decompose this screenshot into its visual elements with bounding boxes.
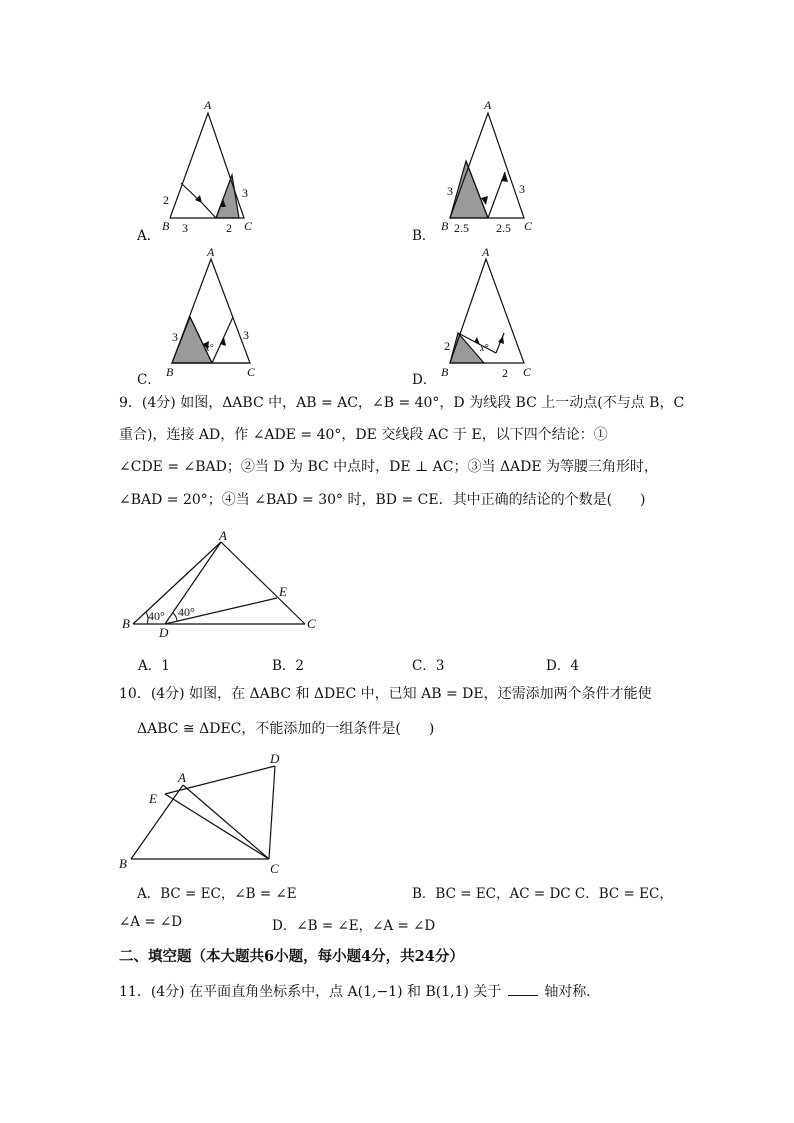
segment-ab	[131, 785, 183, 859]
segment-ab	[133, 542, 221, 624]
q9-text-line-2: 重合)，连接 AD，作 ∠ADE = 40°，DE 交线段 AC 于 E，以下四个结论：①	[119, 427, 608, 443]
segment-dc	[269, 766, 275, 859]
vertex-label-c: C	[247, 365, 256, 379]
q9-option-a[interactable]: A．1	[138, 658, 170, 674]
vertex-label-b: B	[119, 856, 127, 871]
shaded-triangle	[216, 175, 239, 218]
q10-option-c-continued[interactable]: ∠A = ∠D	[119, 914, 183, 930]
q8-option-a-figure	[150, 95, 270, 240]
vertex-label-c: C	[244, 219, 253, 233]
angle-label: x°	[205, 343, 214, 354]
length-label: 3	[519, 182, 525, 196]
q10-figure	[115, 748, 300, 878]
angle-arc	[173, 613, 177, 621]
q9-text-line-4: ∠BAD = 20°；④当 ∠BAD = 30° 时，BD = CE．其中正确的结论的个数是( )	[119, 492, 646, 508]
q8-option-a-label[interactable]: A．	[137, 228, 161, 244]
vertex-label-b: B	[166, 365, 174, 379]
q8-option-b-label[interactable]: B．	[412, 228, 436, 244]
q9-option-b[interactable]: B．2	[272, 658, 305, 674]
vertex-label-c: C	[524, 219, 533, 233]
q11-text-before: 11．(4分) 在平面直角坐标系中，点 A(1,−1) 和 B(1,1) 关于	[119, 984, 502, 1000]
vertex-label-a: A	[484, 98, 492, 112]
vertex-label-a: A	[219, 528, 227, 543]
arrow-head	[498, 336, 504, 344]
q11-text-after: 轴对称．	[544, 984, 601, 1000]
vertex-label-c: C	[270, 861, 279, 876]
q10-option-d[interactable]: D．∠B = ∠E，∠A = ∠D	[272, 918, 436, 934]
q8-option-b-figure	[430, 95, 550, 240]
vertex-label-a: A	[207, 245, 215, 259]
vertex-label-a: A	[178, 770, 186, 785]
q8-option-c-label[interactable]: C．	[137, 372, 161, 388]
vertex-label-e: E	[149, 791, 157, 806]
vertex-label-c: C	[523, 365, 532, 379]
angle-label: 40°	[148, 609, 165, 623]
vertex-label-e: E	[279, 584, 287, 599]
q11-text	[119, 981, 600, 1002]
length-label: 3	[447, 184, 453, 198]
segment-ac	[183, 785, 269, 859]
q10-option-a[interactable]: A．BC = EC，∠B = ∠E	[137, 886, 297, 902]
vertex-label-d: D	[270, 751, 280, 766]
length-label: 2	[226, 221, 232, 235]
angle-label: 40°	[178, 605, 195, 619]
segment-ac	[221, 542, 305, 624]
q9-text-line-3: ∠CDE = ∠BAD；②当 D 为 BC 中点时，DE ⊥ AC；③当 ΔADE 为等腰三角形时，	[119, 459, 659, 475]
q9-option-d[interactable]: D．4	[546, 658, 579, 674]
segment-ec	[165, 794, 269, 859]
q9-figure	[115, 528, 330, 640]
length-label: 3	[182, 221, 188, 235]
section-title: 二、填空题（本大题共6小题，每小题4分，共24分）	[119, 948, 464, 965]
length-label: 2	[502, 366, 508, 380]
q9-option-c[interactable]: C．3	[412, 658, 445, 674]
arrow-head	[501, 172, 508, 182]
q8-option-d-figure	[430, 245, 550, 385]
angle-label: x°	[480, 343, 489, 354]
length-label: 2	[163, 193, 169, 207]
vertex-label-d: D	[159, 625, 169, 640]
length-label: 3	[172, 330, 178, 344]
length-label: 2.5	[496, 221, 511, 235]
vertex-label-c: C	[307, 616, 316, 631]
q9-text-line-1: 9．(4分) 如图，ΔABC 中，AB = AC，∠B = 40°，D 为线段 BC 上一动点(不与点 B，C	[119, 395, 685, 411]
arrow-head	[195, 195, 202, 203]
length-label: 2.5	[454, 221, 469, 235]
q10-text-line-2: ΔABC ≅ ΔDEC，不能添加的一组条件是( )	[137, 721, 435, 737]
q10-text-line-1: 10．(4分) 如图，在 ΔABC 和 ΔDEC 中，已知 AB = DE，还需添加两个条件才能使	[119, 686, 652, 702]
vertex-label-a: A	[482, 245, 490, 259]
q10-option-b[interactable]: B．BC = EC，AC = DC C．BC = EC，	[412, 886, 673, 902]
length-label: 3	[242, 186, 248, 200]
q8-option-d-label[interactable]: D．	[412, 372, 437, 388]
shaded-triangle	[172, 317, 212, 363]
vertex-label-b: B	[162, 219, 170, 233]
answer-blank[interactable]	[508, 981, 538, 996]
vertex-label-b: B	[441, 365, 449, 379]
q8-option-c-figure	[150, 245, 270, 385]
vertex-label-b: B	[122, 616, 130, 631]
vertex-label-b: B	[441, 219, 449, 233]
length-label: 3	[243, 328, 249, 342]
length-label: 2	[444, 339, 450, 353]
path-line	[202, 203, 216, 218]
vertex-label-a: A	[204, 98, 212, 112]
